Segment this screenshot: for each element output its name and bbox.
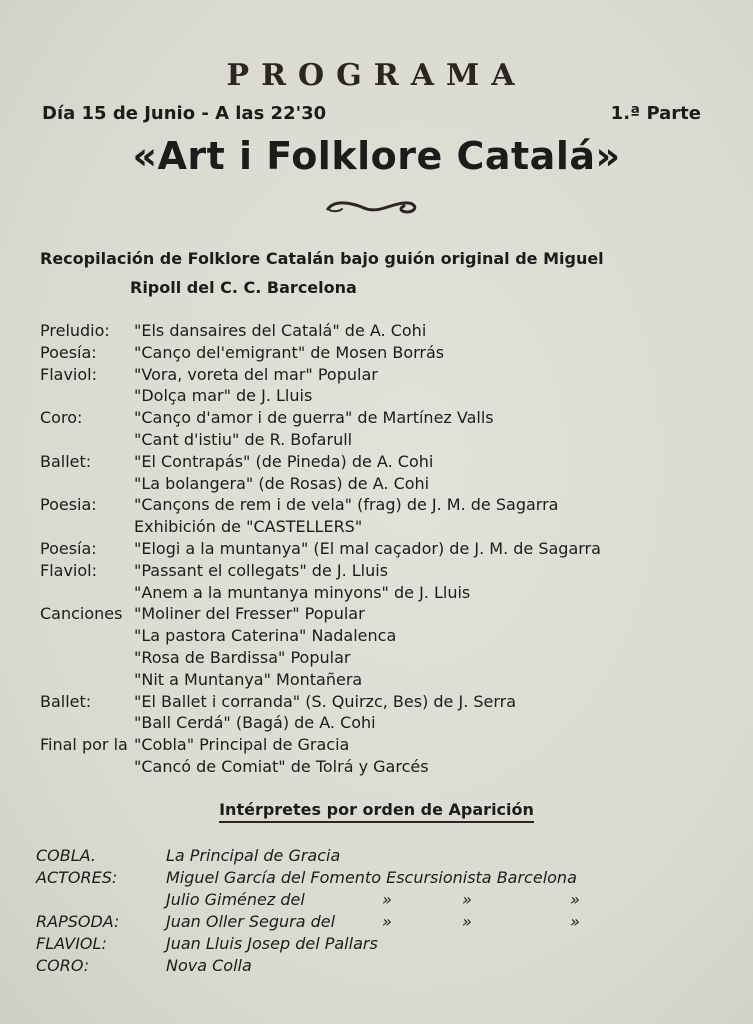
program-row bbox=[40, 385, 700, 407]
program-row-label: Flaviol: bbox=[40, 560, 97, 580]
cast-row-text: Miguel García del Fomento Escursionista Barcelona bbox=[166, 868, 577, 887]
ditto-mark: » bbox=[382, 890, 392, 909]
program-row-text: "Cancó de Comiat" de Tolrá y Garcés bbox=[134, 756, 429, 776]
ditto-mark: » bbox=[570, 912, 580, 931]
ditto-mark: » bbox=[462, 912, 472, 931]
program-row-text: "La pastora Caterina" Nadalenca bbox=[134, 626, 397, 646]
program-row-label: Ballet: bbox=[40, 451, 92, 471]
program-row-text: "Nit a Muntanya" Montañera bbox=[134, 669, 363, 689]
cast-row-text: Juan Oller Segura del bbox=[166, 912, 336, 931]
program-row-text: "Cant d'istiu" de R. Bofarull bbox=[134, 429, 353, 449]
program-row bbox=[40, 494, 700, 516]
programa-heading: PROGRAMA bbox=[226, 58, 527, 93]
intro-paragraph bbox=[40, 244, 702, 302]
program-row-text: Exhibición de "CASTELLERS" bbox=[134, 517, 363, 537]
program-row-text: "Dolça mar" de J. Lluis bbox=[134, 386, 313, 406]
program-row-text: "Cançons de rem i de vela" (frag) de J. M. de Sagarra bbox=[134, 495, 559, 515]
program-row bbox=[40, 407, 700, 429]
interpretes-title: Intérpretes por orden de Aparición bbox=[219, 800, 534, 823]
main-title: «Art i Folklore Catalá» bbox=[132, 134, 621, 178]
cast-row-label: RAPSODA: bbox=[36, 912, 120, 931]
program-row bbox=[40, 516, 700, 538]
cast-row-label: FLAVIOL: bbox=[36, 934, 107, 953]
program-row-label: Flaviol: bbox=[40, 364, 97, 384]
program-row-label: Poesía: bbox=[40, 342, 97, 362]
program-row-text: "Rosa de Bardissa" Popular bbox=[134, 647, 351, 667]
program-row-text: "El Ballet i corranda" (S. Quirzc, Bes) de J. Serra bbox=[134, 691, 517, 711]
program-list bbox=[40, 320, 700, 778]
program-row bbox=[40, 342, 700, 364]
program-row bbox=[40, 538, 700, 560]
cast-row bbox=[36, 889, 716, 911]
program-row bbox=[40, 560, 700, 582]
flourish-ornament-icon bbox=[324, 196, 420, 218]
program-row bbox=[40, 451, 700, 473]
program-row-label: Poesía: bbox=[40, 538, 97, 558]
program-row bbox=[40, 691, 700, 713]
cast-row-text: Nova Colla bbox=[166, 956, 252, 975]
cast-row bbox=[36, 845, 716, 867]
date-line: Día 15 de Junio - A las 22'30 bbox=[42, 103, 327, 124]
ditto-mark: » bbox=[570, 890, 580, 909]
intro-line-2: Ripoll del C. C. Barcelona bbox=[130, 278, 357, 297]
program-row bbox=[40, 364, 700, 386]
program-row-text: "Cobla" Principal de Gracia bbox=[134, 735, 350, 755]
program-row-text: "Anem a la muntanya minyons" de J. Lluis bbox=[134, 582, 471, 602]
program-row-text: "Canço del'emigrant" de Mosen Borrás bbox=[134, 342, 445, 362]
program-row bbox=[40, 625, 700, 647]
cast-row-label: COBLA. bbox=[36, 846, 96, 865]
program-row-text: "Passant el collegats" de J. Lluis bbox=[134, 560, 389, 580]
program-row-text: "Els dansaires del Catalá" de A. Cohi bbox=[134, 321, 427, 340]
cast-row-text: Juan Lluis Josep del Pallars bbox=[166, 934, 378, 953]
program-row bbox=[40, 734, 700, 756]
program-row bbox=[40, 582, 700, 604]
program-row-label: Preludio: bbox=[40, 321, 110, 340]
cast-row bbox=[36, 867, 716, 889]
program-row-text: "La bolangera" (de Rosas) de A. Cohi bbox=[134, 473, 430, 493]
ditto-mark: » bbox=[382, 912, 392, 931]
program-row-label: Final por la bbox=[40, 735, 128, 755]
cast-row-text: Julio Giménez del bbox=[166, 890, 305, 909]
program-row bbox=[40, 603, 700, 625]
ditto-mark: » bbox=[462, 890, 472, 909]
program-row bbox=[40, 473, 700, 495]
program-row bbox=[40, 712, 700, 734]
program-row-label: Poesia: bbox=[40, 495, 97, 515]
program-row bbox=[40, 669, 700, 691]
cast-row bbox=[36, 911, 716, 933]
cast-row-label: CORO: bbox=[36, 956, 90, 975]
program-row-text: "Vora, voreta del mar" Popular bbox=[134, 364, 378, 384]
program-row-text: "Ball Cerdá" (Bagá) de A. Cohi bbox=[134, 713, 376, 733]
program-row-label: Coro: bbox=[40, 408, 83, 428]
cast-row bbox=[36, 933, 716, 955]
interpretes-heading bbox=[0, 800, 753, 819]
program-row-text: "Canço d'amor i de guerra" de Martínez Valls bbox=[134, 408, 494, 428]
program-row-label: Ballet: bbox=[40, 691, 92, 711]
cast-list bbox=[36, 845, 716, 977]
program-row-text: "Elogi a la muntanya" (El mal caçador) de J. M. de Sagarra bbox=[134, 538, 601, 558]
program-row bbox=[40, 647, 700, 669]
program-row bbox=[40, 320, 700, 342]
program-row bbox=[40, 429, 700, 451]
intro-line-1: Recopilación de Folklore Catalán bajo guión original de Miguel bbox=[40, 249, 604, 268]
program-row bbox=[40, 756, 700, 778]
part-label: 1.ª Parte bbox=[610, 103, 701, 124]
program-row-text: "El Contrapás" (de Pineda) de A. Cohi bbox=[134, 451, 434, 471]
cast-row-text: La Principal de Gracia bbox=[166, 846, 341, 865]
program-row-label: Canciones bbox=[40, 604, 123, 624]
cast-row-label: ACTORES: bbox=[36, 868, 118, 887]
cast-row bbox=[36, 955, 716, 977]
program-row-text: "Moliner del Fresser" Popular bbox=[134, 604, 365, 624]
